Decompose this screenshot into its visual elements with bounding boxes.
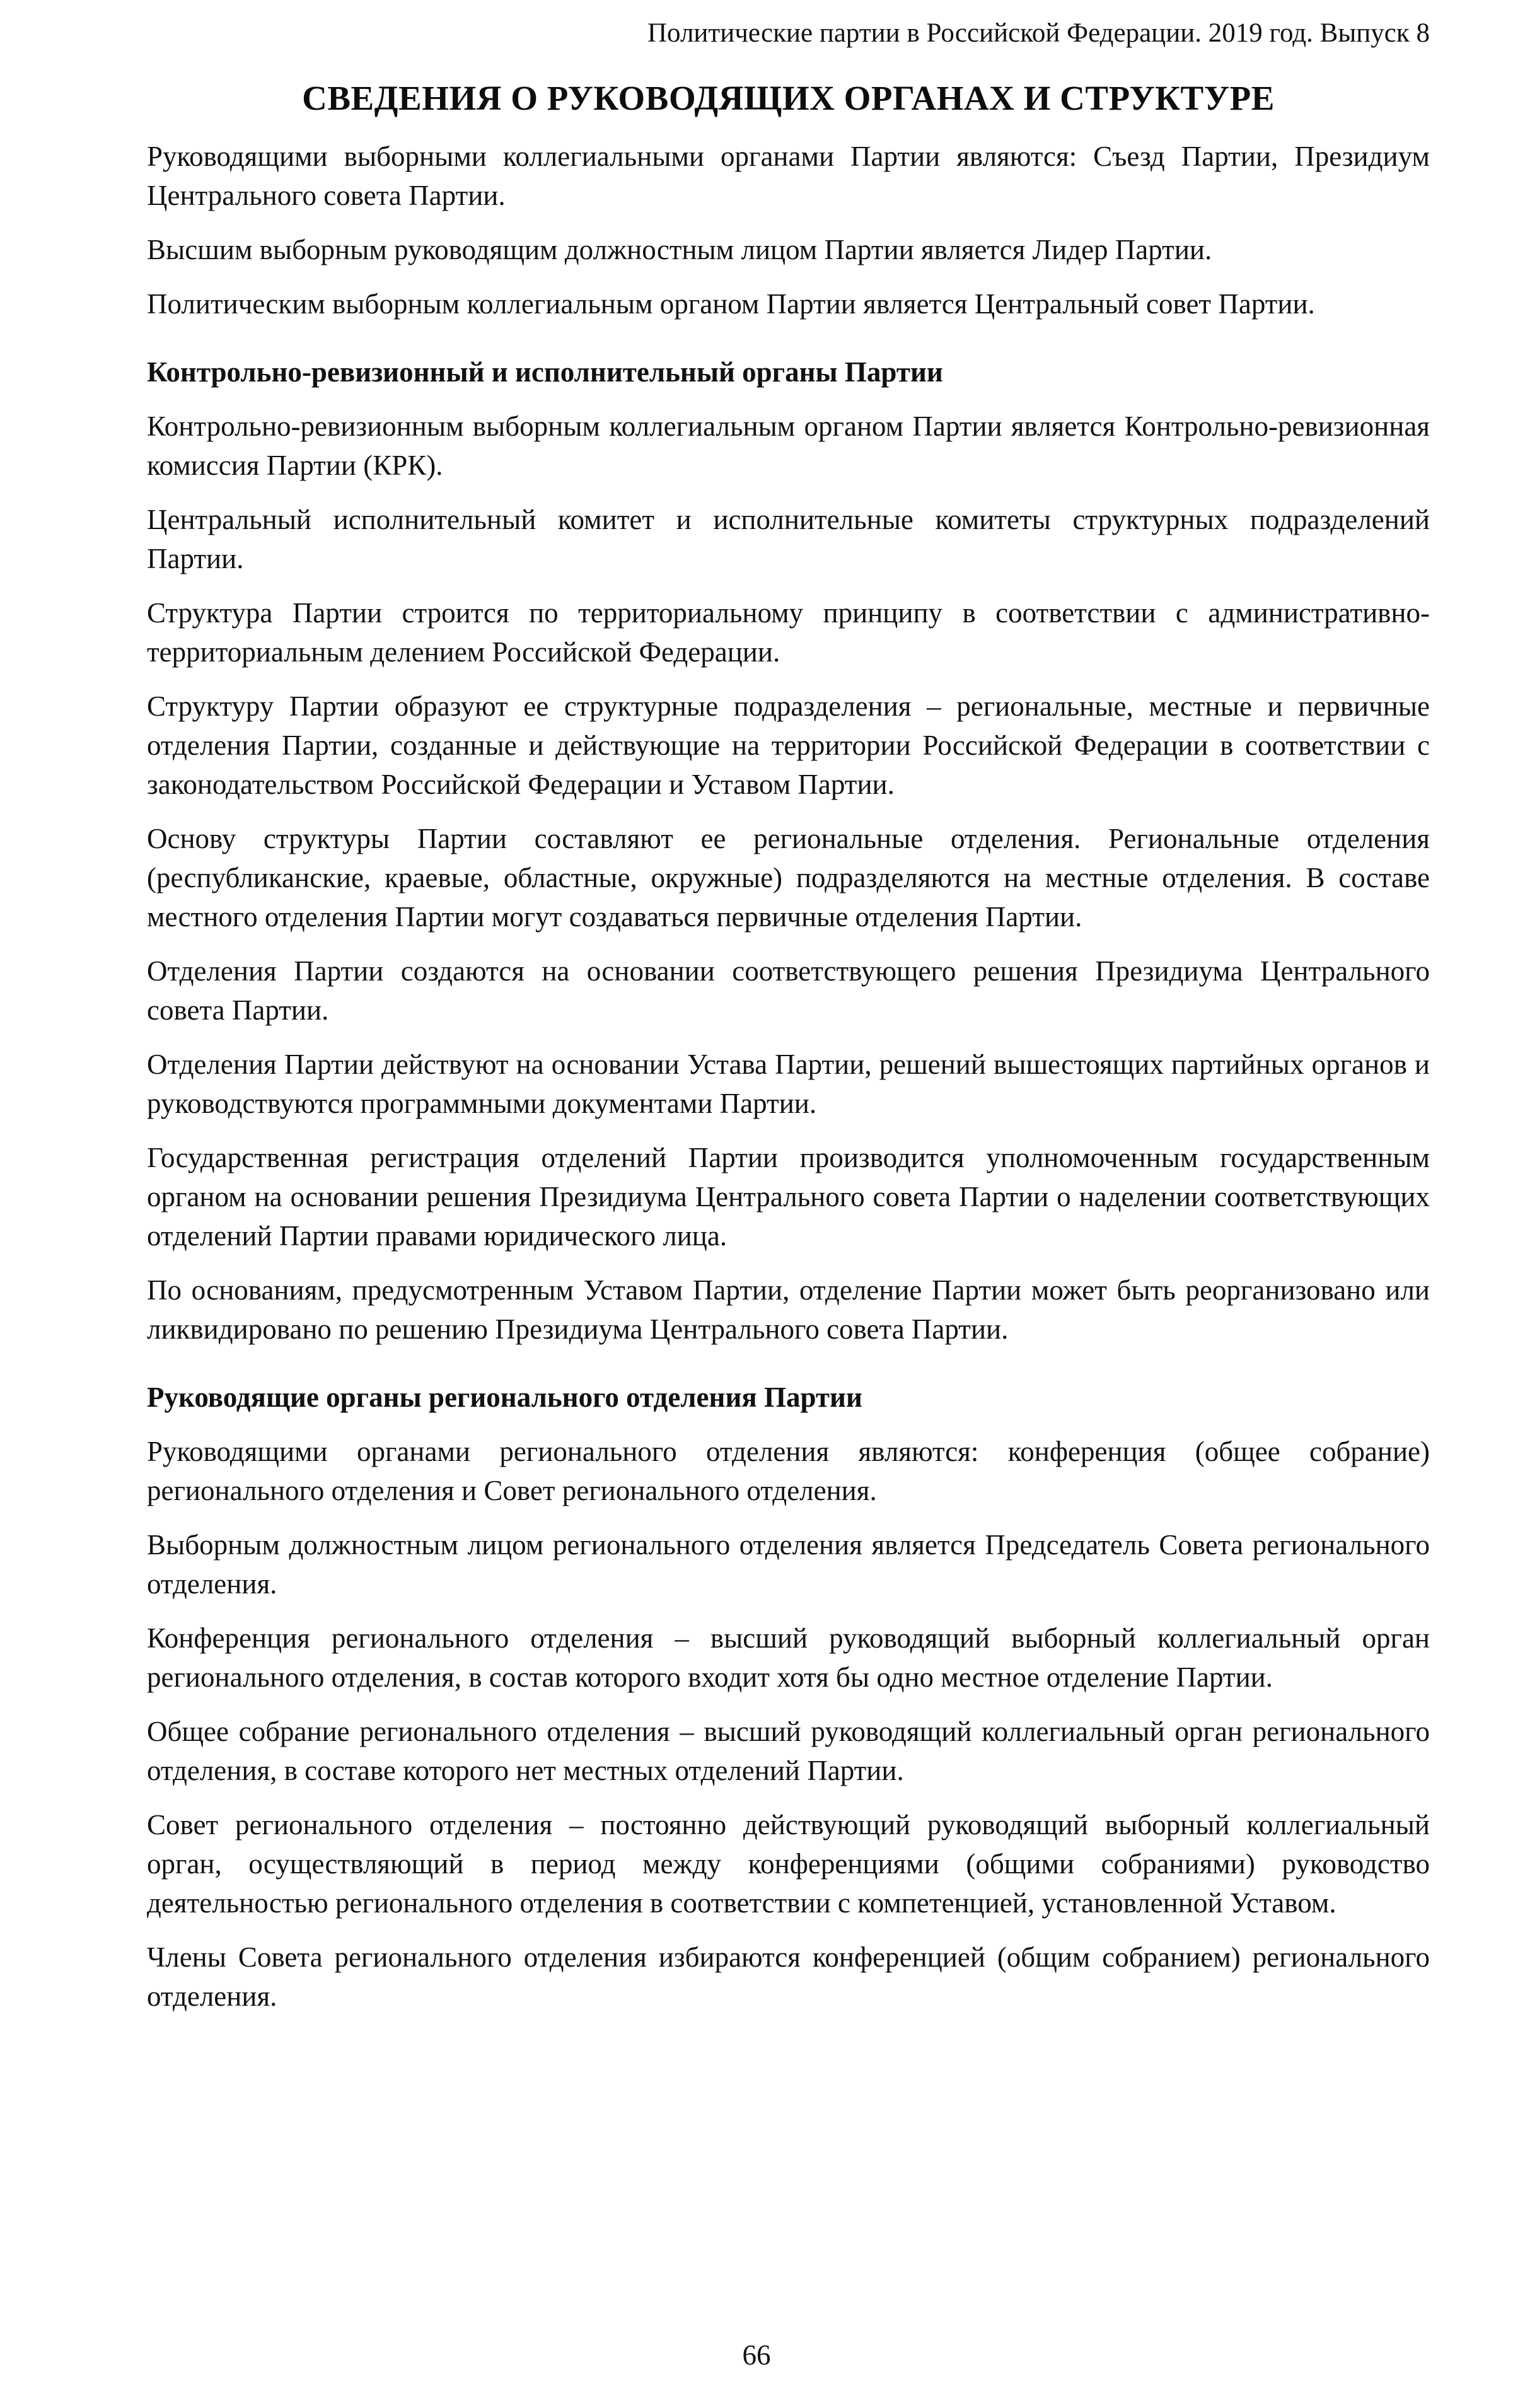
paragraph: Выборным должностным лицом регионального отделения является Председатель Совета регионального отделения. [147, 1528, 1430, 1600]
paragraph: Руководящими выборными коллегиальными органами Партии являются: Съезд Партии, Президиум Центрального совета Партии. [147, 140, 1430, 211]
paragraph: Общее собрание регионального отделения – высший руководящий коллегиальный орган регионального отделения, в составе которого нет местных отделений Партии. [147, 1715, 1430, 1786]
subheading: Руководящие органы регионального отделения Партии [147, 1381, 862, 1413]
paragraph: Совет регионального отделения – постоянно действующий руководящий выборный коллегиальный орган, осуществляющий в период между конференциями (общими собраниями) руководство деятельностью регионального отделения в соответствии с компетенцией, установленной Уставом. [147, 1808, 1430, 1919]
running-header: Политические партии в Российской Федерации. 2019 год. Выпуск 8 [647, 18, 1430, 48]
page-title: СВЕДЕНИЯ О РУКОВОДЯЩИХ ОРГАНАХ И СТРУКТУРЕ [302, 78, 1275, 117]
paragraph: По основаниям, предусмотренным Уставом Партии, отделение Партии может быть реорганизовано или ликвидировано по решению Президиума Центрального совета Партии. [147, 1274, 1430, 1345]
paragraph: Основу структуры Партии составляют ее региональные отделения. Региональные отделения (республиканские, краевые, областные, окружные) подразделяются на местные отделения. В составе местного отделения Партии могут создаваться первичные отделения Партии. [147, 822, 1430, 933]
paragraph: Политическим выборным коллегиальным органом Партии является Центральный совет Партии. [147, 288, 1315, 320]
paragraph: Отделения Партии создаются на основании соответствующего решения Президиума Центрального совета Партии. [147, 955, 1430, 1026]
paragraph: Центральный исполнительный комитет и исполнительные комитеты структурных подразделений Партии. [147, 503, 1430, 574]
paragraph: Руководящими органами регионального отделения являются: конференция (общее собрание) регионального отделения и Совет регионального отделения. [147, 1435, 1430, 1506]
paragraph: Конференция регионального отделения – высший руководящий выборный коллегиальный орган регионального отделения, в состав которого входит хотя бы одно местное отделение Партии. [147, 1622, 1430, 1693]
paragraph: Структуру Партии образуют ее структурные подразделения – региональные, местные и первичные отделения Партии, созданные и действующие на территории Российской Федерации в соответствии с законодательством Российской Федерации и Уставом Партии. [147, 690, 1430, 800]
paragraph: Государственная регистрация отделений Партии производится уполномоченным государственным органом на основании решения Президиума Центрального совета Партии о наделении соответствующих отделений Партии правами юридического лица. [147, 1141, 1430, 1252]
paragraph: Отделения Партии действуют на основании Устава Партии, решений вышестоящих партийных органов и руководствуются программными документами Партии. [147, 1048, 1430, 1119]
paragraph: Члены Совета регионального отделения избираются конференцией (общим собранием) регионального отделения. [147, 1941, 1430, 2012]
document-body [147, 137, 1430, 2016]
paragraph: Структура Партии строится по территориальному принципу в соответствии с административно-территориальным делением Российской Федерации. [147, 596, 1430, 668]
subheading: Контрольно-ревизионный и исполнительный органы Партии [147, 356, 943, 388]
page-number: 66 [742, 2339, 771, 2371]
paragraph: Высшим выборным руководящим должностным лицом Партии является Лидер Партии. [147, 233, 1212, 265]
paragraph: Контрольно-ревизионным выборным коллегиальным органом Партии является Контрольно-ревизионная комиссия Партии (КРК). [147, 410, 1430, 481]
